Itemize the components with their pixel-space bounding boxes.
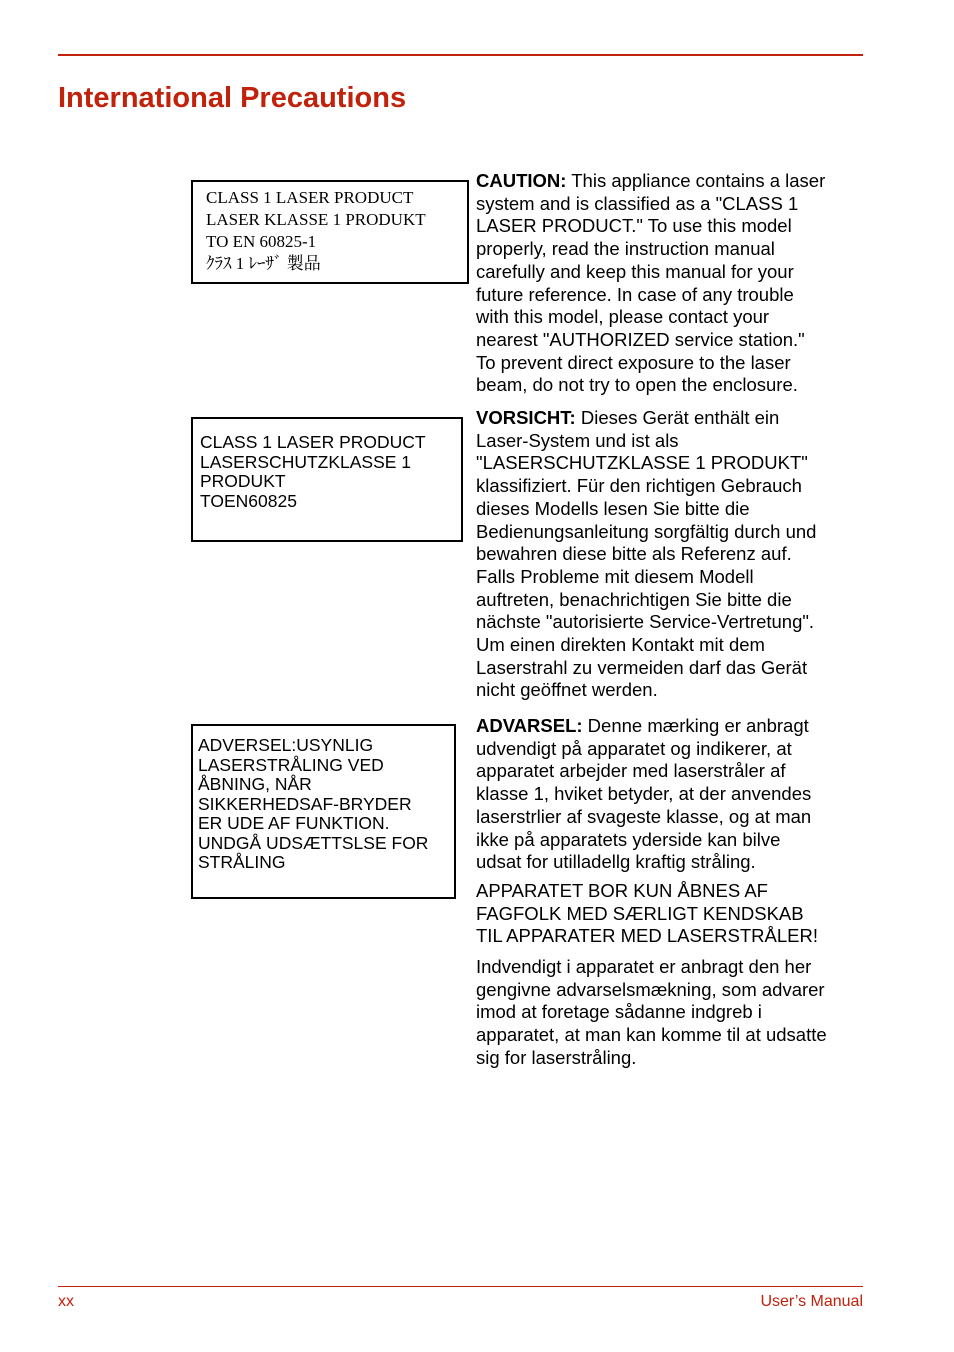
page-number: xx xyxy=(58,1293,74,1310)
footer-rule xyxy=(58,1286,863,1287)
para-text: Denne mærking er anbragt xyxy=(582,715,809,736)
label-line: UNDGÅ UDSÆTTSLSE FOR xyxy=(198,832,429,853)
apparatet-paragraph xyxy=(476,880,866,948)
advarsel-paragraph xyxy=(476,715,866,874)
para-line: LASER PRODUCT." To use this model xyxy=(476,215,792,237)
para-line: apparatet arbejder med laserstråler af xyxy=(476,760,786,782)
laser-label-en xyxy=(191,180,469,284)
label-line: LASERSCHUTZKLASSE 1 xyxy=(200,451,412,472)
para-line: imod at foretage sådanne indgreb i xyxy=(476,1001,762,1023)
para-line: klasse 1, hviket betyder, at der anvendes xyxy=(476,783,812,805)
manual-title: User’s Manual xyxy=(760,1293,863,1310)
vorsicht-paragraph xyxy=(476,407,866,702)
label-line: TOEN60825 xyxy=(200,490,297,511)
para-line: properly, read the instruction manual xyxy=(476,238,775,260)
para-line: Falls Probleme mit diesem Modell xyxy=(476,565,754,587)
vorsicht-label: VORSICHT: xyxy=(476,407,576,428)
para-line: FAGFOLK MED SÆRLIGT KENDSKAB xyxy=(476,902,804,924)
para-line: "LASERSCHUTZKLASSE 1 PRODUKT" xyxy=(476,452,808,474)
para-line: nächste "autorisierte Service-Vertretung". xyxy=(476,611,815,633)
label-line: LASERSTRÅLING VED xyxy=(198,754,384,775)
para-line: udvendigt på apparatet og indikerer, at xyxy=(476,737,792,759)
label-line: STRÅLING xyxy=(198,852,286,872)
header-rule xyxy=(58,54,863,56)
indvendigt-paragraph xyxy=(476,956,866,1070)
para-line: nicht geöffnet werden. xyxy=(476,679,658,701)
para-line: with this model, please contact your xyxy=(476,306,770,328)
label-line: ADVERSEL:USYNLIG xyxy=(198,735,374,755)
para-line: gengivne advarselsmækning, som advarer xyxy=(476,978,825,1000)
label-line: PRODUKT xyxy=(200,471,286,491)
advarsel-label: ADVARSEL: xyxy=(476,715,583,736)
para-line: Um einen direkten Kontakt mit dem xyxy=(476,634,765,656)
para-line: system and is classified as a "CLASS 1 xyxy=(476,192,799,214)
caution-label: CAUTION: xyxy=(476,170,567,191)
label-line: ÅBNING, NÅR xyxy=(198,774,312,794)
para-line: APPARATET BOR KUN ÅBNES AF xyxy=(476,880,768,901)
para-line: sig for laserstråling. xyxy=(476,1046,637,1068)
para-line: carefully and keep this manual for your xyxy=(476,260,794,282)
para-line: udsat for utilladellg kraftig stråling. xyxy=(476,851,756,873)
para-line: laserstrlier af svageste klasse, og at man xyxy=(476,805,812,827)
para-text: This appliance contains a laser xyxy=(566,170,826,191)
para-line: apparatet, at man kan komme til at udsatte xyxy=(476,1024,827,1046)
label-line: CLASS 1 LASER PRODUCT xyxy=(206,188,414,207)
page-title: International Precautions xyxy=(58,82,407,114)
para-line: Bedienungsanleitung sorgfältig durch und xyxy=(476,520,817,542)
para-line: nearest "AUTHORIZED service station." xyxy=(476,328,805,350)
para-line: ikke på apparatets yderside kan bilve xyxy=(476,828,781,850)
para-line: auftreten, benachrichtigen Sie bitte die xyxy=(476,588,792,610)
laser-label-de xyxy=(191,417,463,542)
laser-label-da xyxy=(191,724,456,899)
label-line: SIKKERHEDSAF-BRYDER xyxy=(198,793,412,814)
label-line: TO EN 60825-1 xyxy=(206,232,317,251)
label-line: ER UDE AF FUNKTION. xyxy=(198,813,390,833)
para-text: Dieses Gerät enthält ein xyxy=(575,407,780,428)
para-line: klassifiziert. Für den richtigen Gebrauch xyxy=(476,475,802,497)
para-line: TIL APPARATER MED LASERSTRÅLER! xyxy=(476,925,818,947)
caution-paragraph xyxy=(476,170,866,397)
para-line: bewahren diese bitte als Referenz auf. xyxy=(476,543,792,565)
para-line: beam, do not try to open the enclosure. xyxy=(476,374,798,396)
para-line: To prevent direct exposure to the laser xyxy=(476,351,791,373)
label-line: CLASS 1 LASER PRODUCT xyxy=(200,432,426,452)
para-line: Laser-System und ist als xyxy=(476,429,679,451)
para-line: Indvendigt i apparatet er anbragt den her xyxy=(476,956,812,977)
para-line: Laserstrahl zu vermeiden darf das Gerät xyxy=(476,656,808,678)
label-line: LASER KLASSE 1 PRODUKT xyxy=(206,210,426,229)
label-line: ｸﾗｽ 1 ﾚｰｻﾞ 製品 xyxy=(206,254,321,273)
para-line: dieses Modells lesen Sie bitte die xyxy=(476,497,750,519)
para-line: future reference. In case of any trouble xyxy=(476,283,794,305)
